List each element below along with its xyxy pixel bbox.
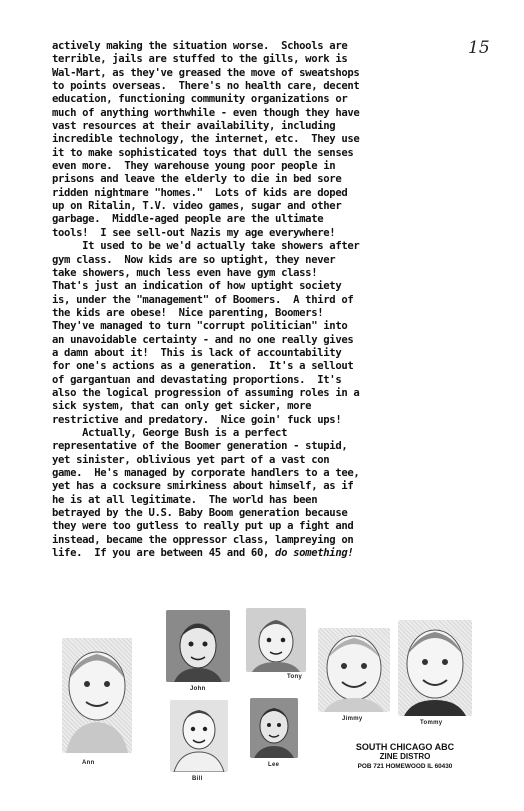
text-line-content: gym class. Now kids are so uptight, they never xyxy=(52,253,336,266)
text-line-content: much of anything worthwhile - even though they have xyxy=(52,106,360,119)
caption-bill: Bill xyxy=(192,776,203,782)
text-line-content: prisons and leave the elderly to die in bed sore xyxy=(52,173,342,186)
text-line-content: a damn about it! This is lack of accountability xyxy=(52,346,342,359)
photo-jimmy xyxy=(318,628,390,712)
text-line-content: instead, became the oppressor class, lampreying on xyxy=(52,533,354,546)
page-number: 15 xyxy=(468,38,490,58)
text-line-content: is, under the "management" of Boomers. A third of xyxy=(52,293,354,306)
text-line-content: ridden nightmare "homes." Lots of kids are doped xyxy=(52,186,348,199)
text-line-content: he is at all legitimate. The world has been xyxy=(52,493,318,506)
text-line xyxy=(52,334,470,347)
text-line xyxy=(52,280,470,293)
photo-bill xyxy=(170,700,228,772)
caption-lee: Lee xyxy=(268,762,280,768)
text-line-content: for one's actions as a generation. It's a sellout xyxy=(52,360,354,373)
text-line xyxy=(52,507,470,520)
distro-address xyxy=(340,742,470,771)
caption-tommy: Tommy xyxy=(420,720,443,726)
distro-name: SOUTH CHICAGO ABC xyxy=(355,742,455,752)
caption-jimmy: Jimmy xyxy=(342,716,363,722)
text-line-content: Actually, George Bush is a perfect xyxy=(52,426,288,439)
essay-text xyxy=(52,40,470,560)
text-line xyxy=(52,267,470,280)
text-line xyxy=(52,187,470,200)
photo-tommy xyxy=(398,620,472,716)
text-line-content: yet sinister, oblivious yet part of a vast con xyxy=(52,453,330,466)
text-line xyxy=(52,213,470,226)
text-line xyxy=(52,40,470,53)
text-line-content: to points overseas. There's no health care, decent xyxy=(52,80,360,93)
text-line-content: education, functioning community organizations or xyxy=(52,93,348,106)
text-line-content: the kids are obese! Nice parenting, Boomers! xyxy=(52,306,324,319)
text-line xyxy=(52,360,470,373)
text-line xyxy=(52,547,470,560)
text-line-content: tools! I see sell-out Nazis my age everywhere! xyxy=(52,226,336,239)
photo-john xyxy=(166,610,230,682)
text-line-content: actively making the situation worse. Schools are xyxy=(52,40,348,52)
text-line xyxy=(52,520,470,533)
text-line xyxy=(52,440,470,453)
text-line-content: garbage. Middle-aged people are the ultimate xyxy=(52,213,324,226)
text-line xyxy=(52,120,470,133)
text-line-content: up on Ritalin, T.V. video games, sugar and other xyxy=(52,200,342,213)
text-line xyxy=(52,414,470,427)
distro-subtitle: ZINE DISTRO xyxy=(379,752,431,761)
text-line-content: They've managed to turn "corrupt politician" into xyxy=(52,320,348,333)
text-line xyxy=(52,374,470,387)
photo-ann xyxy=(62,638,132,753)
caption-ann: Ann xyxy=(82,760,95,766)
text-line-content: it to make sophisticated toys that dull the senses xyxy=(52,146,354,159)
text-line-content: they were too gutless to really put up a fight and xyxy=(52,520,354,533)
text-line xyxy=(52,427,470,440)
text-line-content: take showers, much less even have gym class! xyxy=(52,266,318,279)
text-line xyxy=(52,107,470,120)
text-line xyxy=(52,67,470,80)
text-line xyxy=(52,454,470,467)
text-line-content: of gargantuan and devastating proportions. It's xyxy=(52,373,342,386)
text-line-content: sick system, that can only get sicker, more xyxy=(52,400,312,413)
text-line xyxy=(52,494,470,507)
text-line xyxy=(52,320,470,333)
distro-po-box: POB 721 HOMEWOOD IL 60430 xyxy=(357,763,453,770)
text-line-content: That's just an indication of how uptight society xyxy=(52,280,342,293)
text-line-content: betrayed by the U.S. Baby Boom generation because xyxy=(52,507,348,520)
text-line xyxy=(52,254,470,267)
text-line-content: life. If you are between 45 and 60, xyxy=(52,547,276,560)
text-line-content: incredible technology, the internet, etc. They use xyxy=(52,133,360,146)
emphasis-text: do something! xyxy=(275,547,354,560)
caption-tony: Tony xyxy=(287,674,303,680)
text-line-content: representative of the Boomer generation - stupid, xyxy=(52,440,348,453)
text-line xyxy=(52,347,470,360)
text-line xyxy=(52,147,470,160)
text-line-content: vast resources at their availability, including xyxy=(52,120,336,133)
photo-tony xyxy=(246,608,306,672)
text-line xyxy=(52,480,470,493)
text-line-content: even more. They warehouse young poor people in xyxy=(52,160,336,173)
text-line xyxy=(52,400,470,413)
text-line xyxy=(52,173,470,186)
text-line xyxy=(52,200,470,213)
text-line-content: yet has a cocksure smirkiness about himself, as if xyxy=(52,480,354,493)
text-line xyxy=(52,240,470,253)
caption-john: John xyxy=(190,686,206,692)
text-line-content: game. He's managed by corporate handlers to a tee, xyxy=(52,467,360,479)
text-line-content: Wal-Mart, as they've greased the move of sweatshops xyxy=(52,66,360,79)
text-line-content: restrictive and predatory. Nice goin' fuck ups! xyxy=(52,413,342,426)
text-line xyxy=(52,467,470,480)
text-line-content: terrible, jails are stuffed to the gills, work is xyxy=(52,53,348,66)
text-line xyxy=(52,534,470,547)
text-line xyxy=(52,93,470,106)
text-line xyxy=(52,133,470,146)
text-line xyxy=(52,160,470,173)
photo-lee xyxy=(250,698,298,758)
text-line xyxy=(52,80,470,93)
text-line-content: It used to be we'd actually take showers after xyxy=(52,240,360,253)
text-line xyxy=(52,307,470,320)
text-line xyxy=(52,387,470,400)
text-line xyxy=(52,294,470,307)
text-line xyxy=(52,227,470,240)
text-line xyxy=(52,53,470,66)
text-line-content: also the logical progression of assuming roles in a xyxy=(52,386,360,399)
text-line-content: an unavoidable certainty - and no one really gives xyxy=(52,333,354,346)
